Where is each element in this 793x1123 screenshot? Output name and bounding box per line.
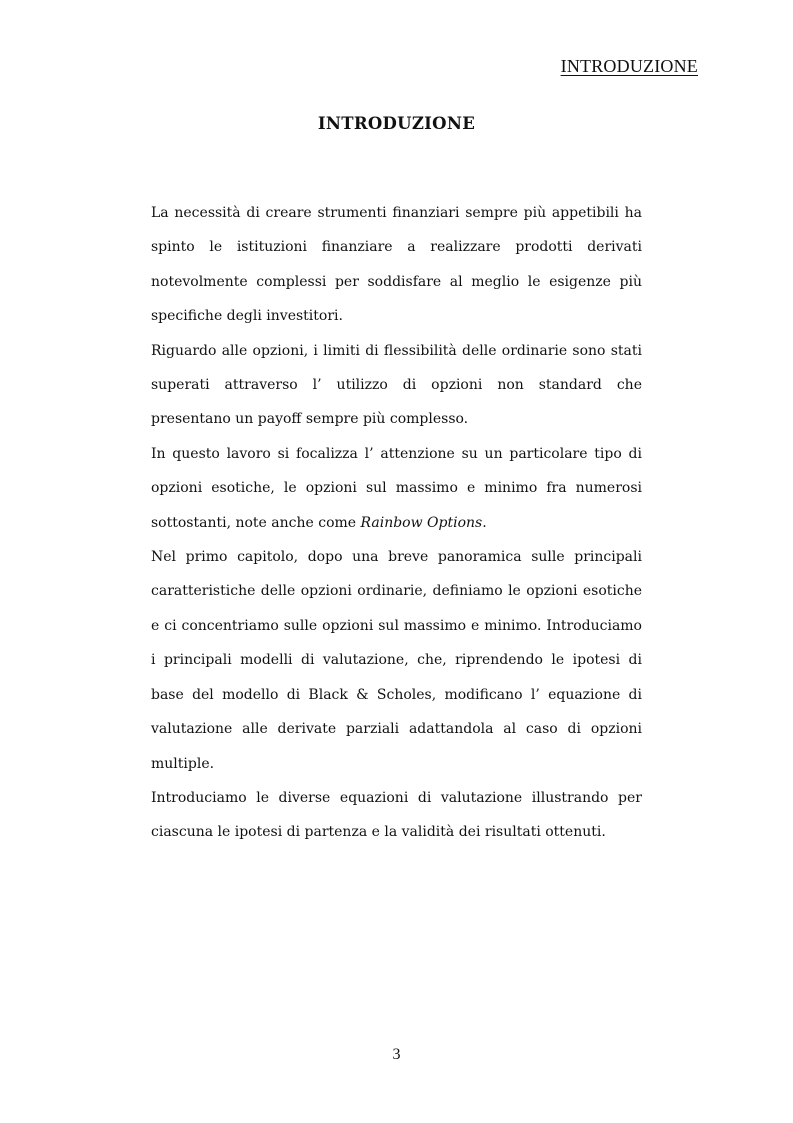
paragraph-3-end: . bbox=[482, 514, 487, 531]
paragraph-3 bbox=[151, 437, 642, 540]
page-number: 3 bbox=[392, 1046, 401, 1063]
running-header: INTRODUZIONE bbox=[560, 56, 698, 76]
paragraph-5: Introduciamo le diverse equazioni di valutazione illustrando per ciascuna le ipotesi di partenza e la validità dei risultati ottenuti. bbox=[151, 789, 642, 841]
paragraph-1: La necessità di creare strumenti finanziari sempre più appetibili ha spinto le istituzioni finanziare a realizzare prodotti derivati notevolmente complessi per soddisfare al meglio le esigenze più specifiche degli investitori. bbox=[151, 205, 642, 325]
page-title: INTRODUZIONE bbox=[317, 114, 476, 133]
body-text bbox=[151, 196, 642, 850]
paragraph-4: Nel primo capitolo, dopo una breve panoramica sulle principali caratteristiche delle opzioni ordinarie, definiamo le opzioni esotiche e ci concentriamo sulle opzioni sul massimo e minimo. Introduciamo i principali modelli di valutazione, che, riprendendo le ipotesi di base del modello di Black & Scholes, modificano l’ equazione di valutazione alle derivate parziali adattandola al caso di opzioni multiple. bbox=[151, 549, 642, 772]
paragraph-3-text: In questo lavoro si focalizza l’ attenzione su un particolare tipo di opzioni esotiche, le opzioni sul massimo e minimo fra numerosi sottostanti, note anche come bbox=[151, 445, 642, 531]
paragraph-2: Riguardo alle opzioni, i limiti di flessibilità delle ordinarie sono stati superati attraverso l’ utilizzo di opzioni non standard che presentano un payoff sempre più complesso. bbox=[151, 342, 642, 428]
rainbow-options-term: Rainbow Options bbox=[360, 514, 483, 531]
